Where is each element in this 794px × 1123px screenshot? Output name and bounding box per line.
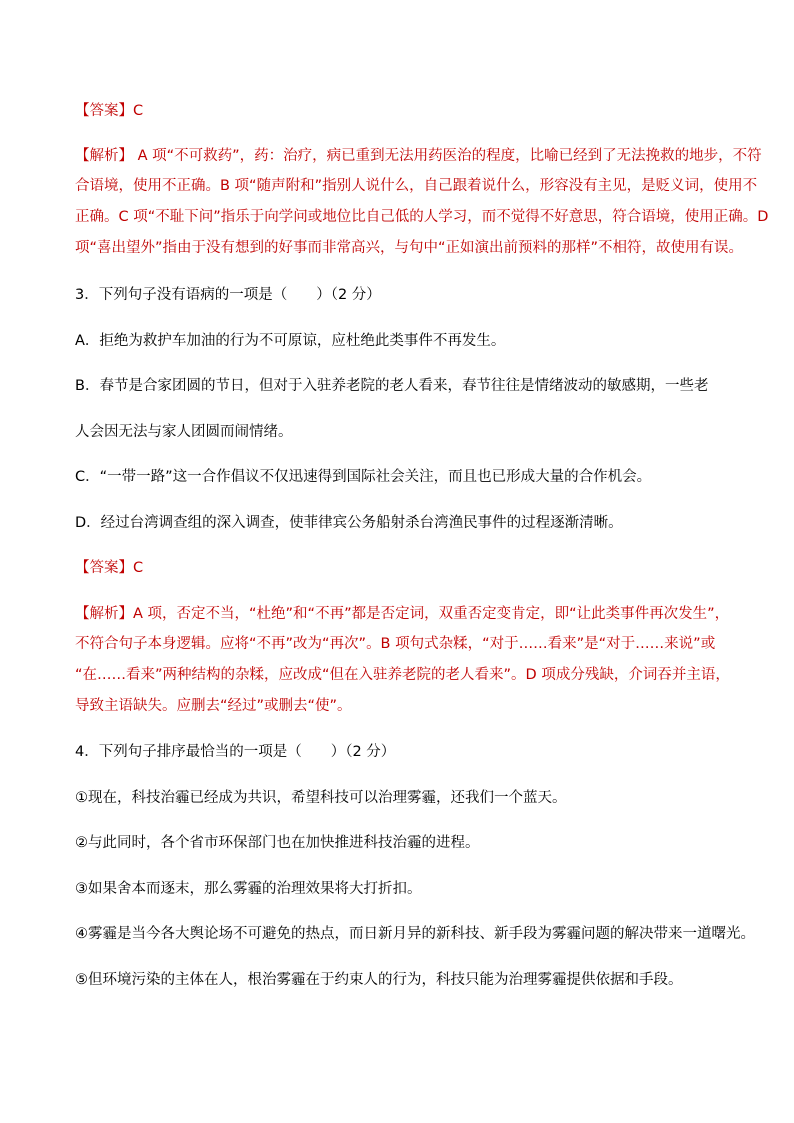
analysis-text: 合语境，使用不正确。B 项“随声附和”指别人说什么，自己跟着说什么，形容没有主见，是贬义词，使用不 — [75, 178, 758, 194]
question-3-option-b: B．春节是合家团圆的节日，但对于入驻养老院的老人看来，春节往往是情绪波动的敏感期，一些老 — [75, 378, 709, 394]
question-4-item-1: ①现在，科技治霾已经成为共识，希望科技可以治理雾霾，还我们一个蓝天。 — [75, 790, 567, 806]
question-4-item-4: ④雾霾是当今各大舆论场不可避免的热点，而日新月异的新科技、新手段为雾霾问题的解决带来一道曙光。 — [75, 926, 755, 942]
analysis-label: 【解析】 — [75, 606, 133, 622]
analysis-text: 项“喜出望外”指由于没有想到的好事而非常高兴，与句中“正如演出前预料的那样”不相符，故使用有误。 — [75, 240, 744, 256]
analysis-text: “对于……看来”是“对于……来说” — [482, 636, 701, 652]
answer-label: 【答案】 — [75, 560, 133, 576]
question-3-option-a: A．拒绝为救护车加油的行为不可原谅，应杜绝此类事件不再发生。 — [75, 333, 506, 349]
analysis-line — [75, 145, 762, 167]
analysis-text: 。B 项句式杂糅， — [366, 636, 483, 652]
answer-line-2 — [75, 557, 734, 579]
question-3-title: 3．下列句子没有语病的一项是（ ）（2 分） — [75, 287, 381, 303]
question-4-item-3: ③如果舍本而逐末，那么雾霾的治理效果将大打折扣。 — [75, 881, 422, 897]
answer-label: 【答案】 — [75, 103, 133, 119]
analysis-text: 或 — [700, 636, 716, 652]
question-4-item-5: ⑤但环境污染的主体在人，根治雾霾在于约束人的行为，科技只能为治理雾霾提供依据和手段。 — [75, 972, 683, 988]
question-3-option-b-cont: 人会因无法与家人团圆而闹情绪。 — [75, 424, 293, 440]
analysis-text: A 项“不可救药”，药：治疗，病已重到无法用药医治的程度，比喻已经到了无法挽救的地步，不符 — [133, 148, 762, 164]
answer-value: C — [133, 103, 144, 119]
analysis-text: “不再”改为“再次” — [249, 636, 367, 652]
analysis-text: A 项，否定不当，“杜绝”和“不再”都是否定词，双重否定变肯定，即“让此类事件再次发生”， — [133, 606, 730, 622]
question-3-option-c: C．“一带一路”这一合作倡议不仅迅速得到国际社会关注，而且也已形成大量的合作机会。 — [75, 469, 652, 485]
analysis-text: 不符合句子本身逻辑。应将 — [75, 636, 249, 652]
analysis-text: 正确。C 项“不耻下问”指乐于向学问或地位比自己低的人学习，而不觉得不好意思，符合语境，使用正确。D — [75, 209, 769, 225]
analysis-text: “在……看来”两种结构的杂糅，应改成“但在入驻养老院的老人看来”。D 项成分残缺，介词吞并主语， — [75, 667, 730, 683]
question-4-item-2: ②与此同时，各个省市环保部门也在加快推进科技治霾的进程。 — [75, 835, 480, 851]
answer-value: C — [133, 560, 144, 576]
analysis-line — [75, 633, 734, 655]
analysis-line — [75, 603, 734, 625]
question-4-title: 4．下列句子排序最恰当的一项是（ ）（2 分） — [75, 744, 396, 760]
question-3-option-d: D．经过台湾调查组的深入调查，使菲律宾公务船射杀台湾渔民事件的过程逐渐清晰。 — [75, 515, 623, 531]
answer-line-1 — [75, 100, 734, 122]
analysis-label: 【解析】 — [75, 148, 133, 164]
analysis-text: 导致主语缺失。应删去“经过”或删去“使”。 — [75, 698, 352, 714]
